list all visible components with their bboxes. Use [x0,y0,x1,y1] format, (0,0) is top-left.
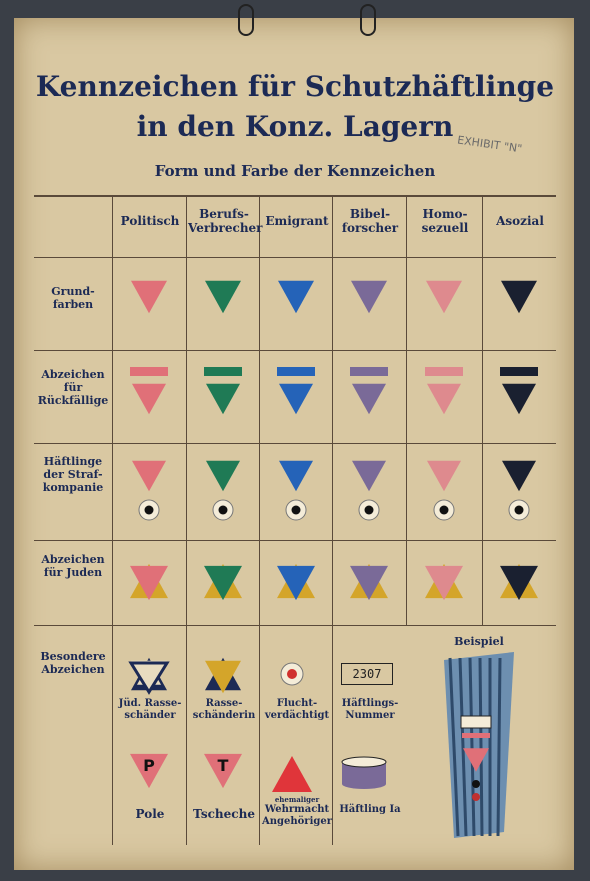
col-header-politisch: Politisch [120,214,180,228]
row-label-rueckfaellige: Abzeichen für Rückfällige [37,368,109,407]
col-header-asozial: Asozial [496,214,544,228]
caption-tscheche: Tscheche [193,807,255,821]
row-label-juden: Abzeichen für Juden [41,553,105,579]
repeat-offender-bar [350,367,388,376]
penal-company-triangle [427,461,461,492]
penal-company-triangle [279,461,313,492]
repeat-offender-bar [500,367,538,376]
haeftling-ia-bottom [342,779,386,789]
penal-company-triangle [352,461,386,492]
row-label-grundfarben: Grund-farben [51,285,95,311]
uniform-number-patch [461,716,491,728]
caption-jud-rasseschaender: Jüd. Rasse-schänder [118,698,182,721]
penal-company-dot [145,506,154,515]
flight-risk-dot [287,669,297,679]
base-color-triangle [205,281,241,313]
repeat-offender-triangle [132,384,166,415]
penal-company-triangle [502,461,536,492]
base-color-triangle [426,281,462,313]
exhibit-stamp: EXHIBIT "N" [456,133,523,156]
penal-company-triangle [132,461,166,492]
col-header-emigrant: Emigrant [265,214,329,228]
caption-beispiel: Beispiel [454,635,504,648]
tscheche-letter: T [217,756,229,775]
penal-company-dot [365,506,374,515]
repeat-offender-bar [130,367,168,376]
repeat-offender-bar [277,367,315,376]
prisoner-number-box: 2307 [341,663,393,685]
base-color-triangle [351,281,387,313]
col-header-homosexuell: Homo-sezuell [421,207,469,235]
uniform-stripe [498,658,500,836]
caption-pole: Pole [135,807,165,821]
caption-rasseschaenderin: Rasse-schänderin [192,698,256,721]
repeat-offender-triangle [427,384,461,415]
haeftling-ia-top [342,757,386,767]
base-color-triangle [278,281,314,313]
penal-company-dot [440,506,449,515]
uniform-stripe [480,658,482,836]
caption-haeftlingsnummer: Häftlings-Nummer [341,698,399,721]
repeat-offender-triangle [352,384,386,415]
repeat-offender-bar [204,367,242,376]
col-header-berufsverbrecher: Berufs-Verbrecher [188,207,263,235]
penal-company-dot [219,506,228,515]
poster-title-line1: Kennzeichen für Schutzhäftlinge [35,70,555,103]
caption-ehemaliger: ehemaliger [274,795,320,804]
row-label-strafkompanie: Häftlinge der Straf-kompanie [42,455,104,494]
repeat-offender-triangle [279,384,313,415]
repeat-offender-triangle [206,384,240,415]
base-color-triangle [501,281,537,313]
poster-title-line2: in den Konz. Lagern [136,110,454,143]
caption-wehrmacht: Wehrmacht Angehöriger [261,804,332,827]
wehrmacht-triangle [272,756,312,792]
repeat-offender-bar [425,367,463,376]
row-label-besondere: Besondere Abzeichen [40,650,106,676]
uniform-dot [472,780,480,788]
penal-company-dot [292,506,301,515]
uniform-dot-red [472,793,480,801]
pole-letter: P [143,756,155,775]
penal-company-triangle [206,461,240,492]
poster-subtitle: Form und Farbe der Kennzeichen [154,162,436,180]
caption-fluchtverdaechtigt: Flucht-verdächtigt [264,698,330,721]
caption-haeftling-ia: Häftling Ia [339,804,401,815]
col-header-bibelforscher: Bibel-forscher [341,207,399,235]
repeat-offender-triangle [502,384,536,415]
uniform-bar [462,733,490,738]
base-color-triangle [131,281,167,313]
penal-company-dot [515,506,524,515]
